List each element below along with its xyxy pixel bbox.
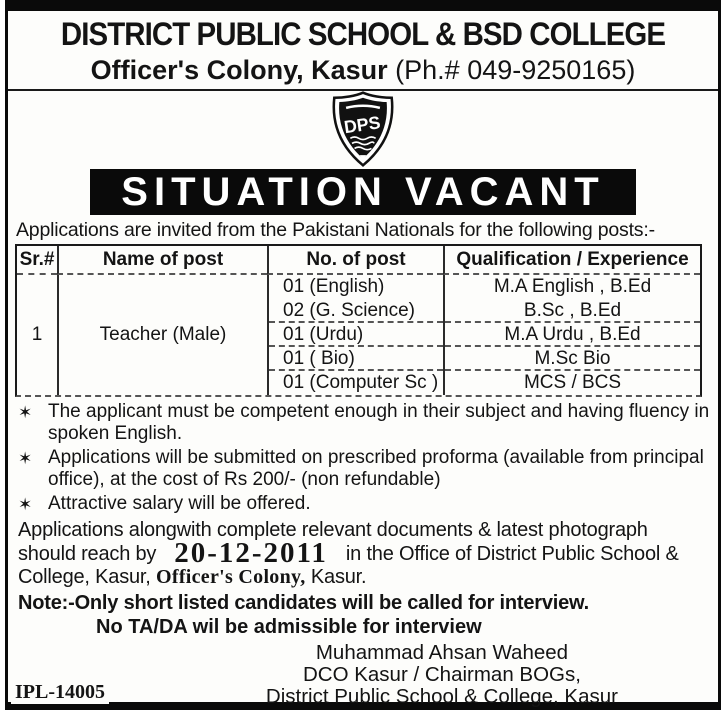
post-name-cell: Teacher (Male) xyxy=(57,275,267,395)
logo-text: DPS xyxy=(342,112,382,138)
qualification: M.A English , B.Ed xyxy=(493,276,652,297)
qualification-column xyxy=(443,275,700,395)
note-line-1: Note:-Only short listed candidates will be called for interview. xyxy=(18,592,590,614)
advertisement-frame xyxy=(5,0,721,710)
ad-reference-code: IPL-14005 xyxy=(11,681,109,704)
post-count: 01 (English) xyxy=(283,276,385,297)
col-header-no: No. of post xyxy=(267,246,443,275)
intro-text: Applications are invited from the Pakistani Nationals for the following posts:- xyxy=(16,219,655,241)
post-count: 02 (G. Science) xyxy=(269,299,443,323)
post-count: 01 (Urdu) xyxy=(269,323,443,347)
col-header-qual: Qualification / Experience xyxy=(443,246,700,275)
post-count: 01 ( Bio) xyxy=(269,347,443,371)
posts-table xyxy=(15,244,702,397)
school-subtitle xyxy=(8,54,718,86)
school-address: Officer's Colony, Kasur xyxy=(90,55,396,85)
closing-text: Kasur. xyxy=(305,566,367,588)
closing-text: in the Office of District Public School & College, Kasur, xyxy=(18,543,679,588)
logo-row xyxy=(8,91,718,167)
qualification: M.Sc Bio xyxy=(445,347,700,371)
qualification: M.A Urdu , B.Ed xyxy=(445,323,700,347)
signatory-name: Muhammad Ahsan Waheed xyxy=(315,641,569,664)
bullet-text: The applicant must be competent enough in their subject and having fluency in spoken English. xyxy=(48,401,710,444)
star-icon: ✶ xyxy=(18,449,33,468)
star-icon: ✶ xyxy=(18,495,33,514)
note-line-2: No TA/DA wil be admissible for interview xyxy=(96,616,482,638)
post-count: 01 (Computer Sc ) xyxy=(283,372,439,393)
star-icon: ✶ xyxy=(18,403,33,422)
closing-paragraph xyxy=(18,519,708,589)
qualification: MCS / BCS xyxy=(523,372,622,393)
situation-vacant-banner: SITUATION VACANT xyxy=(90,169,636,215)
bullet-item xyxy=(18,447,712,491)
signatory-title: DCO Kasur / Chairman BOGs, xyxy=(302,663,581,686)
deadline-date: 20-12-2011 xyxy=(174,537,328,569)
sr-number-cell: 1 xyxy=(31,324,43,345)
bullet-text: Attractive salary will be offered. xyxy=(48,493,311,514)
bullet-item xyxy=(18,493,712,516)
bullet-text: Applications will be submitted on prescribed proforma (available from principal office), at the cost of Rs 200/- (non refundable) xyxy=(48,447,704,490)
no-of-post-column xyxy=(267,275,443,395)
signature-block xyxy=(266,642,618,708)
qualification: B.Sc , B.Ed xyxy=(445,299,700,323)
ad-header xyxy=(8,14,718,91)
school-title: DISTRICT PUBLIC SCHOOL & BSD COLLEGE xyxy=(60,16,666,52)
closing-address-bold: Officer's Colony, xyxy=(156,566,306,588)
bullet-item xyxy=(18,401,712,445)
signatory-organization: District Public School & College, Kasur xyxy=(265,685,618,708)
col-header-sr: Sr.# xyxy=(17,246,57,275)
col-header-name: Name of post xyxy=(57,246,267,275)
phone-number: (Ph.# 049-9250165) xyxy=(395,55,636,85)
conditions-list xyxy=(18,401,712,516)
closing-text: Applications alongwith complete relevant documents & latest photograph should reach by xyxy=(18,519,648,565)
dps-shield-icon xyxy=(329,91,397,167)
